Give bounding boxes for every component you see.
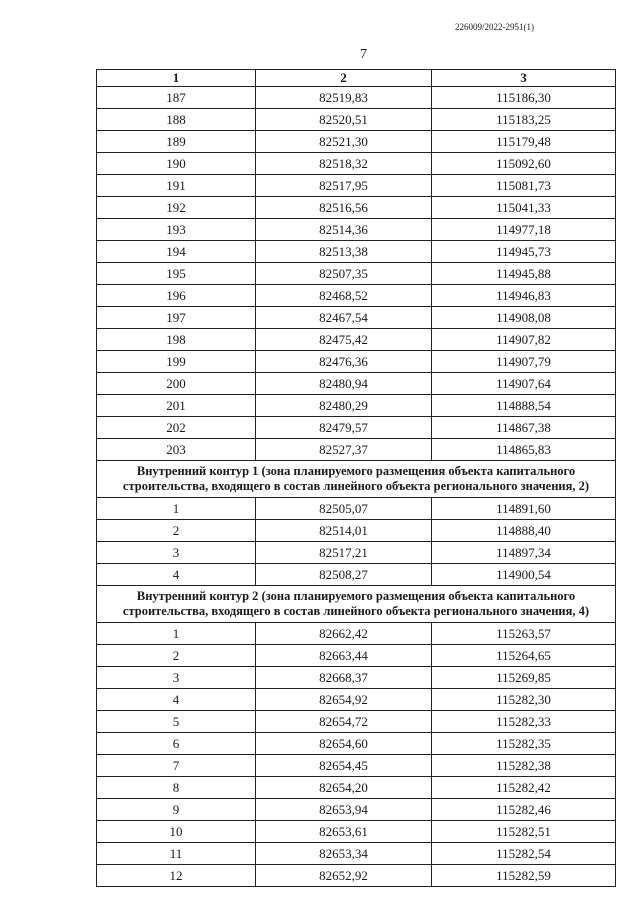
y-coordinate-cell: 114867,38 [432, 417, 616, 439]
table-row [97, 329, 616, 351]
y-coordinate-cell: 115186,30 [432, 87, 616, 109]
point-number-cell: 3 [97, 667, 256, 689]
x-coordinate-cell: 82514,36 [256, 219, 432, 241]
x-coordinate-cell: 82521,30 [256, 131, 432, 153]
y-coordinate-cell: 114946,83 [432, 285, 616, 307]
point-number-cell: 198 [97, 329, 256, 351]
x-coordinate-cell: 82517,21 [256, 542, 432, 564]
x-coordinate-cell: 82468,52 [256, 285, 432, 307]
document-number: 226009/2022-2951(1) [455, 22, 534, 32]
y-coordinate-cell: 115282,33 [432, 711, 616, 733]
y-coordinate-cell: 115282,54 [432, 843, 616, 865]
table-row [97, 417, 616, 439]
table-row [97, 645, 616, 667]
x-coordinate-cell: 82513,38 [256, 241, 432, 263]
x-coordinate-cell: 82480,94 [256, 373, 432, 395]
y-coordinate-cell: 114888,54 [432, 395, 616, 417]
point-number-cell: 199 [97, 351, 256, 373]
point-number-cell: 202 [97, 417, 256, 439]
point-number-cell: 9 [97, 799, 256, 821]
x-coordinate-cell: 82668,37 [256, 667, 432, 689]
point-number-cell: 195 [97, 263, 256, 285]
point-number-cell: 2 [97, 520, 256, 542]
table-row [97, 667, 616, 689]
x-coordinate-cell: 82517,95 [256, 175, 432, 197]
table-row [97, 263, 616, 285]
x-coordinate-cell: 82652,92 [256, 865, 432, 887]
point-number-cell: 6 [97, 733, 256, 755]
y-coordinate-cell: 115081,73 [432, 175, 616, 197]
section-title: Внутренний контур 1 (зона планируемого размещения объекта капитального строительства, входящего в состав линейного объекта регионального значения, 2) [97, 461, 616, 498]
point-number-cell: 12 [97, 865, 256, 887]
table-row [97, 865, 616, 887]
point-number-cell: 191 [97, 175, 256, 197]
point-number-cell: 192 [97, 197, 256, 219]
y-coordinate-cell: 115282,30 [432, 689, 616, 711]
x-coordinate-cell: 82467,54 [256, 307, 432, 329]
table-row [97, 564, 616, 586]
y-coordinate-cell: 115264,65 [432, 645, 616, 667]
table-row [97, 755, 616, 777]
point-number-cell: 190 [97, 153, 256, 175]
table-row [97, 733, 616, 755]
y-coordinate-cell: 114945,88 [432, 263, 616, 285]
table-row [97, 87, 616, 109]
y-coordinate-cell: 115041,33 [432, 197, 616, 219]
table-row [97, 395, 616, 417]
point-number-cell: 201 [97, 395, 256, 417]
table-row [97, 131, 616, 153]
table-row [97, 241, 616, 263]
x-coordinate-cell: 82476,36 [256, 351, 432, 373]
x-coordinate-cell: 82654,72 [256, 711, 432, 733]
section-header-row [97, 586, 616, 623]
x-coordinate-cell: 82654,45 [256, 755, 432, 777]
table-row [97, 520, 616, 542]
page-number: 7 [360, 47, 367, 62]
table-row [97, 153, 616, 175]
table-row [97, 175, 616, 197]
table-row [97, 439, 616, 461]
point-number-cell: 193 [97, 219, 256, 241]
point-number-cell: 1 [97, 623, 256, 645]
table-row [97, 711, 616, 733]
x-coordinate-cell: 82653,94 [256, 799, 432, 821]
point-number-cell: 4 [97, 564, 256, 586]
point-number-cell: 194 [97, 241, 256, 263]
point-number-cell: 196 [97, 285, 256, 307]
y-coordinate-cell: 114897,34 [432, 542, 616, 564]
y-coordinate-cell: 115263,57 [432, 623, 616, 645]
x-coordinate-cell: 82475,42 [256, 329, 432, 351]
point-number-cell: 2 [97, 645, 256, 667]
y-coordinate-cell: 115183,25 [432, 109, 616, 131]
table-row [97, 197, 616, 219]
table-row [97, 623, 616, 645]
column-header: 2 [256, 70, 432, 87]
y-coordinate-cell: 114891,60 [432, 498, 616, 520]
point-number-cell: 8 [97, 777, 256, 799]
x-coordinate-cell: 82507,35 [256, 263, 432, 285]
point-number-cell: 4 [97, 689, 256, 711]
y-coordinate-cell: 114907,82 [432, 329, 616, 351]
x-coordinate-cell: 82654,92 [256, 689, 432, 711]
y-coordinate-cell: 115282,42 [432, 777, 616, 799]
x-coordinate-cell: 82520,51 [256, 109, 432, 131]
column-header: 3 [432, 70, 616, 87]
table-row [97, 373, 616, 395]
coordinates-table [96, 69, 616, 887]
x-coordinate-cell: 82480,29 [256, 395, 432, 417]
table-row [97, 109, 616, 131]
y-coordinate-cell: 114888,40 [432, 520, 616, 542]
point-number-cell: 189 [97, 131, 256, 153]
table-row [97, 498, 616, 520]
point-number-cell: 10 [97, 821, 256, 843]
x-coordinate-cell: 82527,37 [256, 439, 432, 461]
point-number-cell: 1 [97, 498, 256, 520]
y-coordinate-cell: 114907,64 [432, 373, 616, 395]
x-coordinate-cell: 82505,07 [256, 498, 432, 520]
point-number-cell: 3 [97, 542, 256, 564]
section-title: Внутренний контур 2 (зона планируемого размещения объекта капитального строительства, входящего в состав линейного объекта регионального значения, 4) [97, 586, 616, 623]
column-header: 1 [97, 70, 256, 87]
y-coordinate-cell: 114900,54 [432, 564, 616, 586]
point-number-cell: 200 [97, 373, 256, 395]
x-coordinate-cell: 82663,44 [256, 645, 432, 667]
x-coordinate-cell: 82479,57 [256, 417, 432, 439]
point-number-cell: 197 [97, 307, 256, 329]
table-row [97, 307, 616, 329]
y-coordinate-cell: 115092,60 [432, 153, 616, 175]
y-coordinate-cell: 114865,83 [432, 439, 616, 461]
table-row [97, 285, 616, 307]
point-number-cell: 187 [97, 87, 256, 109]
table-row [97, 351, 616, 373]
table-row [97, 777, 616, 799]
y-coordinate-cell: 115282,51 [432, 821, 616, 843]
y-coordinate-cell: 115282,59 [432, 865, 616, 887]
x-coordinate-cell: 82519,83 [256, 87, 432, 109]
x-coordinate-cell: 82653,34 [256, 843, 432, 865]
point-number-cell: 7 [97, 755, 256, 777]
x-coordinate-cell: 82508,27 [256, 564, 432, 586]
section-header-row [97, 461, 616, 498]
table-row [97, 542, 616, 564]
y-coordinate-cell: 115282,35 [432, 733, 616, 755]
table-header-row [97, 70, 616, 87]
table-row [97, 821, 616, 843]
x-coordinate-cell: 82662,42 [256, 623, 432, 645]
x-coordinate-cell: 82514,01 [256, 520, 432, 542]
x-coordinate-cell: 82654,60 [256, 733, 432, 755]
y-coordinate-cell: 114977,18 [432, 219, 616, 241]
x-coordinate-cell: 82653,61 [256, 821, 432, 843]
point-number-cell: 188 [97, 109, 256, 131]
x-coordinate-cell: 82518,32 [256, 153, 432, 175]
point-number-cell: 11 [97, 843, 256, 865]
y-coordinate-cell: 114908,08 [432, 307, 616, 329]
y-coordinate-cell: 115179,48 [432, 131, 616, 153]
x-coordinate-cell: 82516,56 [256, 197, 432, 219]
table-row [97, 219, 616, 241]
y-coordinate-cell: 114907,79 [432, 351, 616, 373]
table-row [97, 843, 616, 865]
y-coordinate-cell: 115282,38 [432, 755, 616, 777]
y-coordinate-cell: 115269,85 [432, 667, 616, 689]
y-coordinate-cell: 114945,73 [432, 241, 616, 263]
table-row [97, 689, 616, 711]
table-row [97, 799, 616, 821]
x-coordinate-cell: 82654,20 [256, 777, 432, 799]
point-number-cell: 5 [97, 711, 256, 733]
point-number-cell: 203 [97, 439, 256, 461]
y-coordinate-cell: 115282,46 [432, 799, 616, 821]
